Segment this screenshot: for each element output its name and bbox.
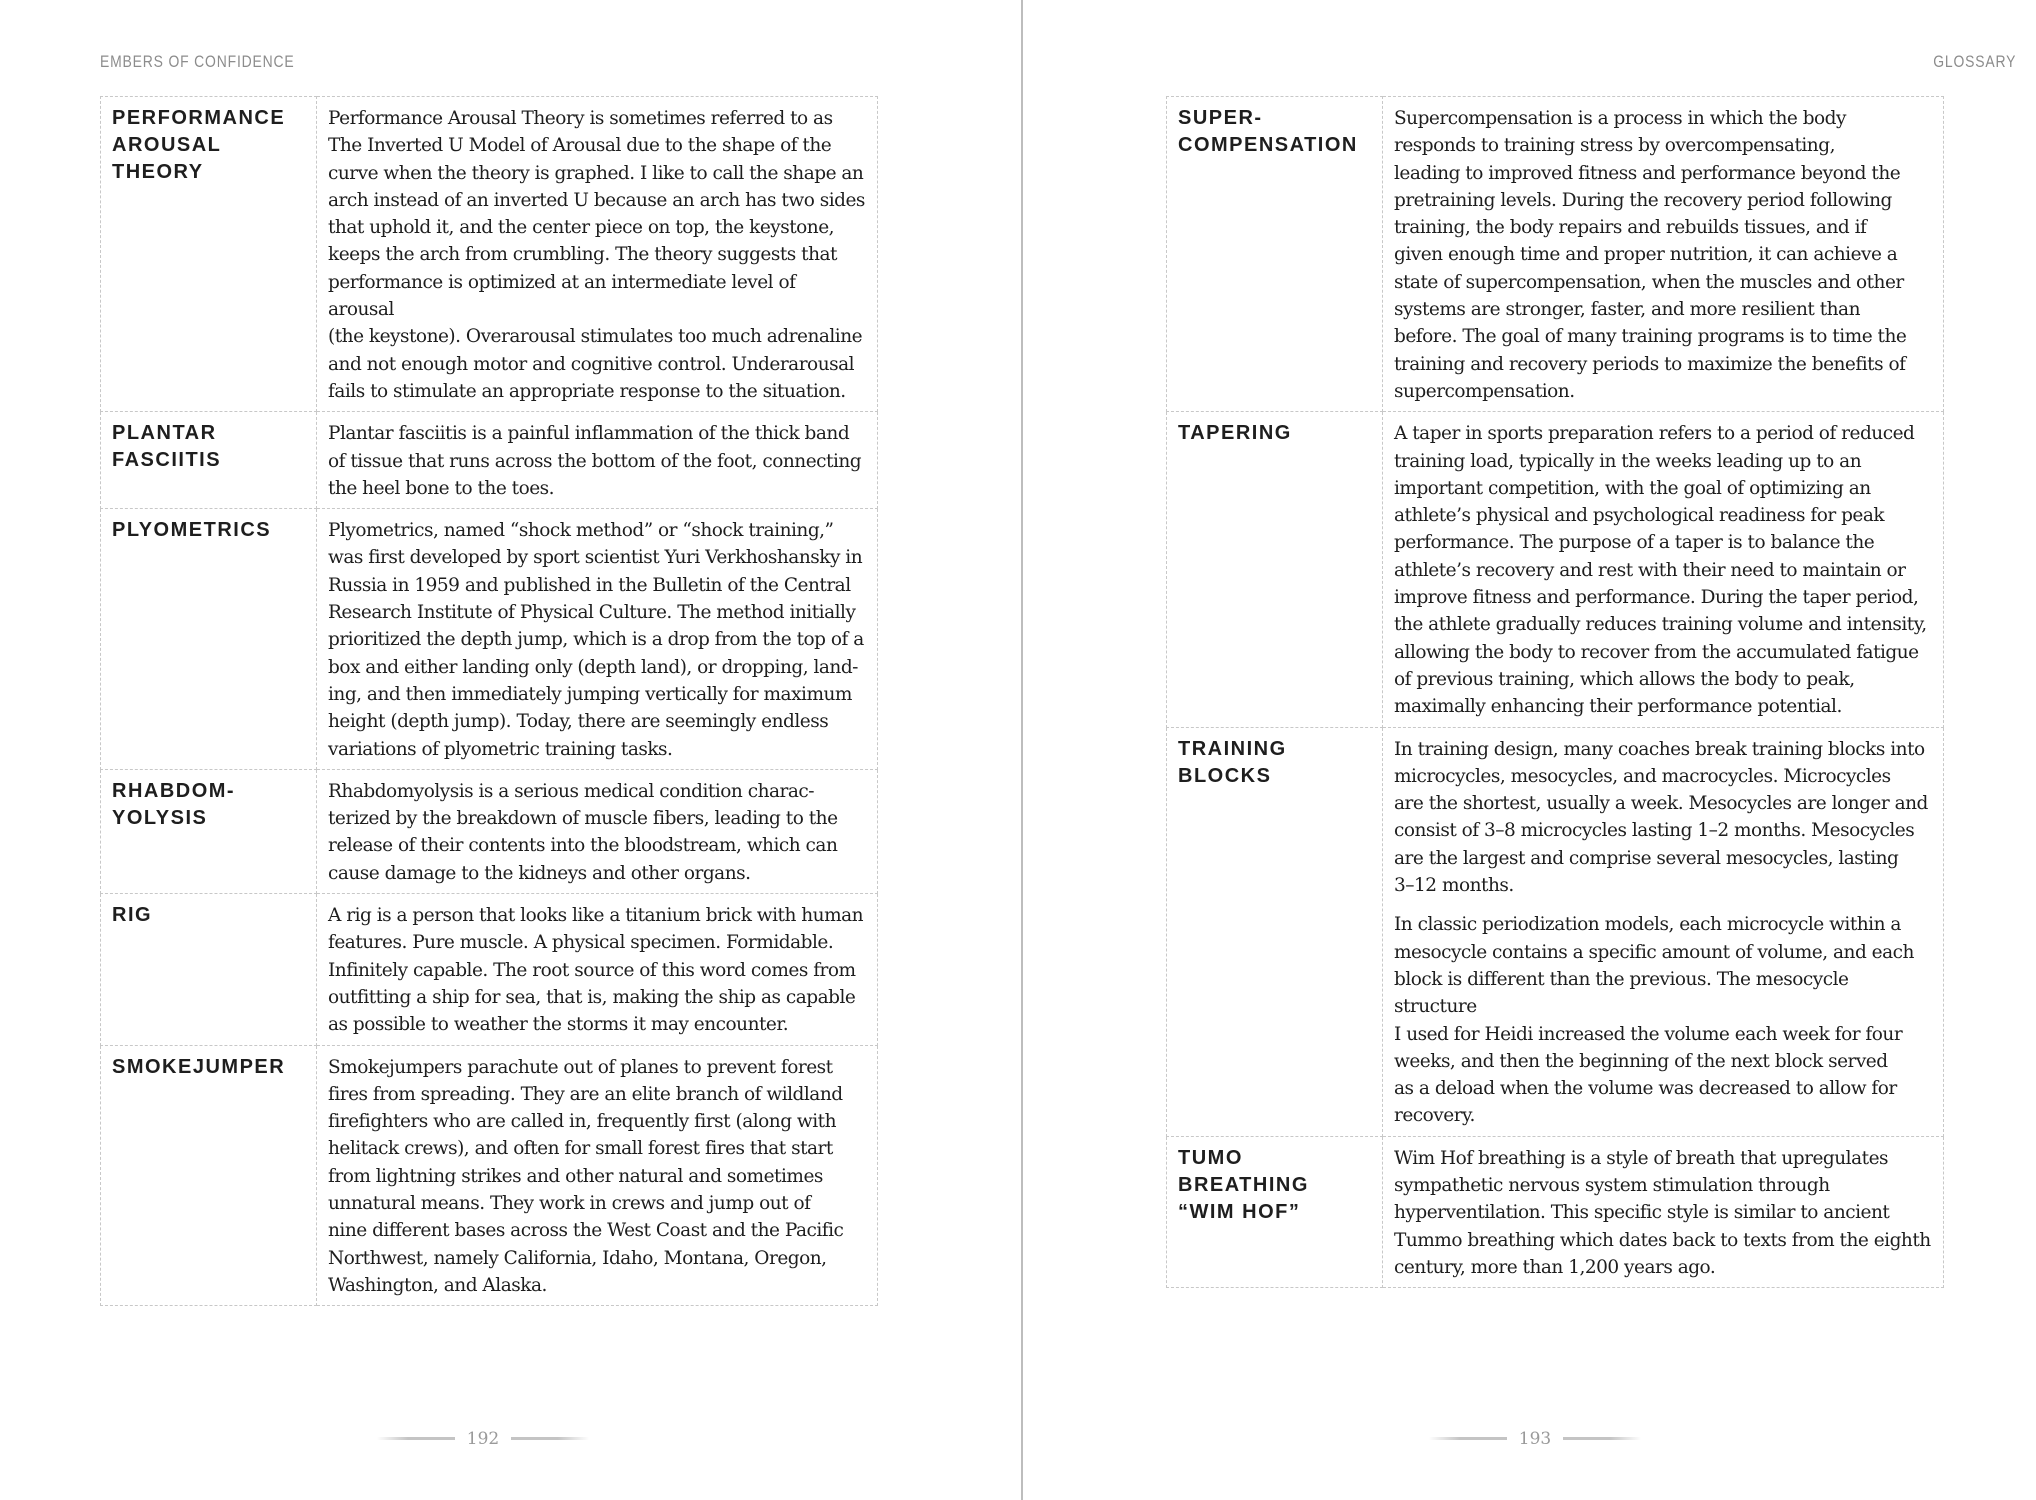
glossary-term-cell <box>1167 727 1383 1136</box>
glossary-definition-paragraph: Performance Arousal Theory is sometimes referred to as The Inverted U Model of Arousal due to the shape of the curve when the theory is graphed. I like to call the shape an arch instead of an inverted U because an arch has two sides that uphold it, and the center piece on top, the keystone, keeps the arch from crumbling. The theory suggests that performance is optimized at an intermediate level of arousal (the keystone). Overarousal stimulates too much adrenaline and not enough motor and cognitive control. Underarousal fails to stimulate an appropriate response to the situation. <box>328 108 865 402</box>
glossary-definition-paragraph: Plantar fasciitis is a painful inflammation of the thick band of tissue that runs across the bottom of the foot, connecting the heel bone to the toes. <box>328 423 862 499</box>
glossary-definition-cell <box>317 1045 878 1306</box>
glossary-term-cell <box>101 509 317 770</box>
glossary-definition-cell <box>317 894 878 1045</box>
left-page <box>0 0 1010 1500</box>
glossary-term: RHABDOM- YOLYSIS <box>112 779 236 829</box>
glossary-term-cell <box>101 894 317 1045</box>
page-number: 192 <box>466 1428 500 1449</box>
glossary-term-cell <box>101 1045 317 1306</box>
glossary-term: SUPER- COMPENSATION <box>1178 107 1358 156</box>
glossary-definition-cell <box>1383 97 1944 412</box>
glossary-term: TUMO BREATHING “WIM HOF” <box>1178 1146 1309 1223</box>
glossary-table-right <box>1166 96 1944 1288</box>
glossary-definition-paragraph: Wim Hof breathing is a style of breath that upregulates sympathetic nervous system stimulation through hyperventilation. This specific style is similar to ancient Tummo breathing which dates back to texts from the eighth century, more than 1,200 years ago. <box>1394 1147 1931 1278</box>
glossary-definition-cell <box>317 412 878 509</box>
glossary-table-left <box>100 96 878 1306</box>
glossary-term: TRAINING BLOCKS <box>1178 737 1287 787</box>
glossary-term: PLYOMETRICS <box>112 519 272 542</box>
glossary-term: PLANTAR FASCIITIS <box>112 422 222 472</box>
glossary-term: SMOKEJUMPER <box>112 1055 286 1078</box>
glossary-term: PERFORMANCE AROUSAL THEORY <box>112 107 286 183</box>
glossary-definition-cell <box>1383 1136 1944 1287</box>
folio-rule-right <box>511 1437 589 1440</box>
folio-rule-left <box>1429 1437 1507 1440</box>
glossary-definition-cell <box>317 97 878 412</box>
glossary-term: TAPERING <box>1178 422 1292 445</box>
glossary-term-cell <box>1167 97 1383 412</box>
glossary-row <box>101 97 878 412</box>
glossary-term-cell <box>101 97 317 412</box>
folio-left <box>0 1428 988 1449</box>
glossary-definition-paragraph: In training design, many coaches break training blocks into microcycles, mesocycles, and macrocycles. Microcycles are the shortest, usually a week. Mesocycles are longer and consist of 3–8 microcycles lasting 1–2 months. Mesocycles are the largest and comprise several mesocycles, lasting 3–12 months. <box>1394 738 1928 897</box>
glossary-term-cell <box>1167 412 1383 727</box>
glossary-definition-paragraph: Supercompensation is a process in which the body responds to training stress by overcompensating, leading to improved fitness and performance beyond the pretraining levels. During the recovery period following training, the body repairs and rebuilds tissues, and if given enough time and proper nutrition, it can achieve a state of supercompensation, when the muscles and other systems are stronger, faster, and more resilient than before. The goal of many training programs is to time the training and recovery periods to maximize the benefits of supercompensation. <box>1394 108 1907 402</box>
glossary-row <box>1167 1136 1944 1287</box>
right-page <box>1026 0 2036 1500</box>
folio-right <box>1030 1428 2036 1449</box>
glossary-term-cell <box>101 769 317 893</box>
glossary-definition-cell <box>317 509 878 770</box>
glossary-row <box>1167 412 1944 727</box>
folio-rule-right <box>1563 1437 1641 1440</box>
glossary-definition-paragraph: Rhabdomyolysis is a serious medical condition charac- terized by the breakdown of muscle fibers, leading to the release of their contents into the bloodstream, which can cause damage to the kidneys and other organs. <box>328 780 838 884</box>
glossary-definition-paragraph: In classic periodization models, each microcycle within a mesocycle contains a specific amount of volume, and each block is different than the previous. The mesocycle structure I used for Heidi increased the volume each week for four weeks, and then the beginning of the next block served as a deload when the volume was decreased to allow for recovery. <box>1394 914 1914 1127</box>
glossary-row <box>101 1045 878 1306</box>
running-head-right: GLOSSARY <box>1932 52 2016 71</box>
book-spine <box>1021 0 1023 1500</box>
glossary-row <box>101 412 878 509</box>
glossary-definition-cell <box>1383 412 1944 727</box>
glossary-row <box>1167 727 1944 1136</box>
glossary-row <box>101 509 878 770</box>
running-head-left: EMBERS OF CONFIDENCE <box>100 52 295 71</box>
page-number: 193 <box>1518 1428 1552 1449</box>
glossary-row <box>1167 97 1944 412</box>
glossary-row <box>101 894 878 1045</box>
glossary-term-cell <box>1167 1136 1383 1287</box>
glossary-definition-cell <box>1383 727 1944 1136</box>
glossary-row <box>101 769 878 893</box>
glossary-term-cell <box>101 412 317 509</box>
glossary-definition-cell <box>317 769 878 893</box>
glossary-definition-paragraph: Plyometrics, named “shock method” or “shock training,” was first developed by sport scientist Yuri Verkhoshansky in Russia in 1959 and published in the Bulletin of the Central Research Institute of Physical Culture. The method initially prioritized the depth jump, which is a drop from the top of a box and either landing only (depth land), or dropping, land- ing, and then immediately jumping vertically for maximum height (depth jump). Today, there are seemingly endless variations of plyometric training tasks. <box>328 520 864 760</box>
folio-rule-left <box>377 1437 455 1440</box>
glossary-term: RIG <box>112 904 153 927</box>
glossary-definition-paragraph: A taper in sports preparation refers to a period of reduced training load, typically in the weeks leading up to an important competition, with the goal of optimizing an athlete’s physical and psychological readiness for peak performance. The purpose of a taper is to balance the athlete’s recovery and rest with their need to maintain or improve fitness and performance. During the taper period, the athlete gradually reduces training volume and intensity, allowing the body to recover from the accumulated fatigue of previous training, which allows the body to peak, maximally enhancing their performance potential. <box>1394 423 1927 718</box>
glossary-definition-paragraph: Smokejumpers parachute out of planes to prevent forest fires from spreading. They are an elite branch of wildland firefighters who are called in, frequently first (along with helitack crews), and often for small forest fires that start from lightning strikes and other natural and sometimes unnatural means. They work in crews and jump out of nine different bases across the West Coast and the Pacific Northwest, namely California, Idaho, Montana, Oregon, Washington, and Alaska. <box>328 1056 844 1296</box>
glossary-definition-paragraph: A rig is a person that looks like a titanium brick with human features. Pure muscle. A physical specimen. Formidable. Infinitely capable. The root source of this word comes from outfitting a ship for sea, that is, making the ship as capable as possible to weather the storms it may encounter. <box>328 905 864 1036</box>
